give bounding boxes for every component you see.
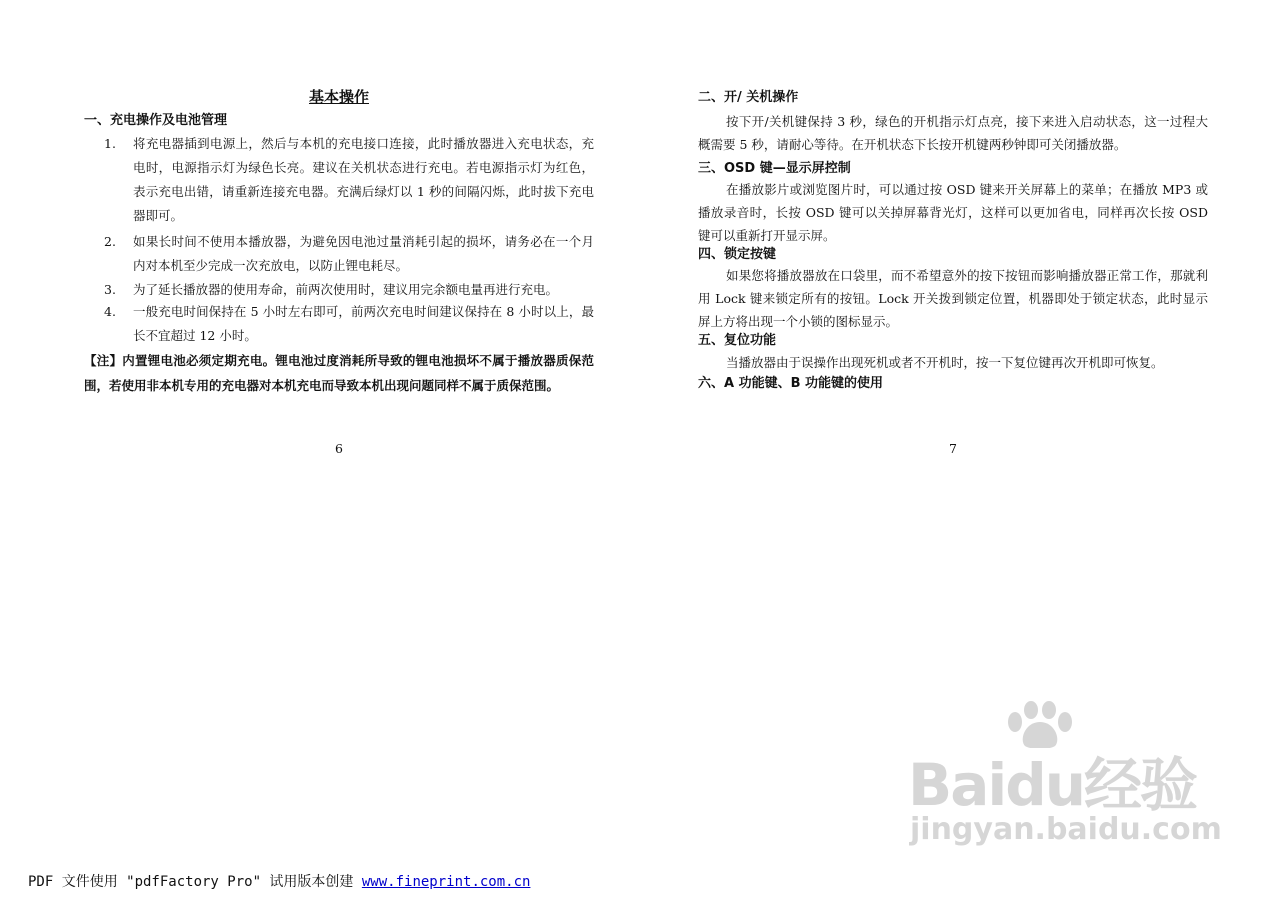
watermark-brand: Baidu经验 (908, 751, 1197, 819)
section-heading-ab-keys: 六、A 功能键、B 功能键的使用 (698, 376, 884, 391)
list-item (84, 230, 594, 278)
baidu-watermark (900, 700, 1220, 870)
section-heading-reset: 五、复位功能 (698, 333, 777, 348)
page-title: 基本操作 (308, 88, 369, 106)
list-item (84, 300, 594, 348)
list-item-number: 2. (104, 234, 116, 249)
list-item-text: 一般充电时间保持在 5 小时左右即可，前两次充电时间建议保持在 8 小时以上，最长不宜超过 12 小时。 (133, 304, 594, 343)
section-text-power: 按下开/关机键保持 3 秒，绿色的开机指示灯点亮，接下来进入启动状态，这一过程大概需要 5 秒，请耐心等待。在开机状态下长按开机键两秒钟即可关闭播放器。 (698, 114, 1208, 152)
list-item-number: 4. (104, 304, 116, 319)
section-heading-power: 二、开/ 关机操作 (698, 90, 799, 105)
list-item-number: 1. (104, 136, 116, 151)
watermark-domain: jingyan.baidu.com (910, 812, 1222, 847)
page-number: 7 (949, 441, 957, 456)
pdf-footer (28, 871, 530, 891)
section-heading-osd: 三、OSD 键—显示屏控制 (698, 161, 851, 176)
page-number: 6 (335, 441, 343, 456)
list-item-text: 将充电器插到电源上，然后与本机的充电接口连接，此时播放器进入充电状态，充电时，电源指示灯为绿色长亮。建议在关机状态进行充电。若电源指示灯为红色，表示充电出错，请重新连接充电器。充满后绿灯以 1 秒的间隔闪烁，此时拔下充电器即可。 (133, 136, 594, 223)
list-item-text: 如果长时间不使用本播放器，为避免因电池过量消耗引起的损坏，请务必在一个月内对本机至少完成一次充放电，以防止锂电耗尽。 (133, 234, 594, 273)
list-item-text: 为了延长播放器的使用寿命，前两次使用时，建议用完余额电量再进行充电。 (133, 282, 559, 297)
section-heading-charging: 一、充电操作及电池管理 (84, 113, 228, 128)
fineprint-link[interactable]: www.fineprint.com.cn (361, 874, 531, 890)
list-item (84, 278, 594, 302)
list-item-number: 3. (104, 282, 116, 297)
list-item (84, 132, 594, 228)
section-text-lock: 如果您将播放器放在口袋里，而不希望意外的按下按钮而影响播放器正常工作，那就利用 Lock 键来锁定所有的按钮。Lock 开关拨到锁定位置，机器即处于锁定状态，此时显示屏上方将出现一个小锁的图标显示。 (698, 268, 1208, 329)
section-text-reset: 当播放器由于误操作出现死机或者不开机时，按一下复位键再次开机即可恢复。 (726, 355, 1164, 370)
section-text-osd: 在播放影片或浏览图片时，可以通过按 OSD 键来开关屏幕上的菜单；在播放 MP3 或播放录音时，长按 OSD 键可以关掉屏幕背光灯，这样可以更加省电，同样再次长按 OSD 键可以重新打开显示屏。 (698, 182, 1208, 243)
section-heading-lock: 四、锁定按键 (698, 247, 777, 262)
footer-text: PDF 文件使用 "pdfFactory Pro" 试用版本创建 (28, 874, 354, 890)
note-paragraph: 【注】内置锂电池必须定期充电。锂电池过度消耗所导致的锂电池损坏不属于播放器质保范围，若使用非本机专用的充电器对本机充电而导致本机出现问题同样不属于质保范围。 (84, 353, 594, 393)
